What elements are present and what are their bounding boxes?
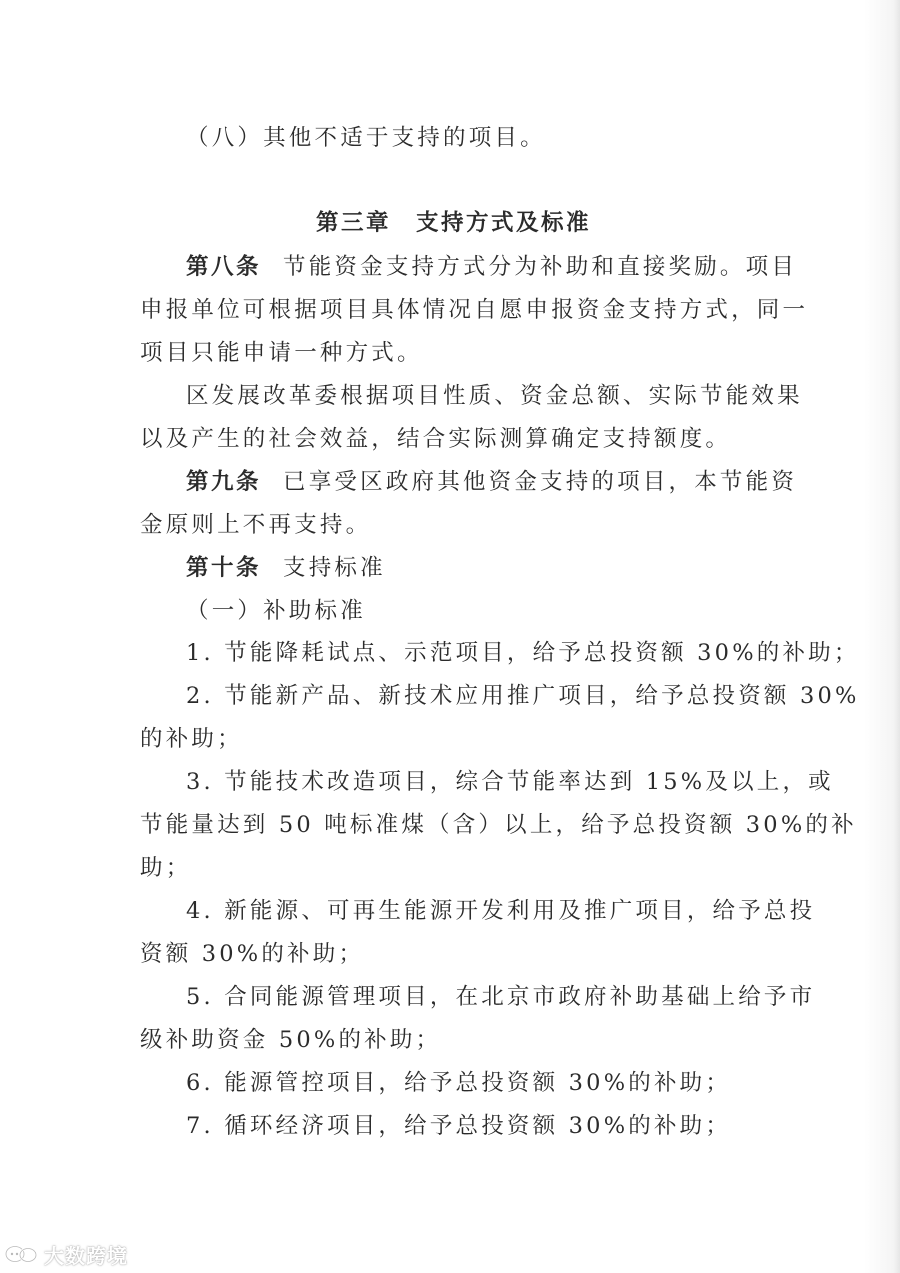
list-item-5-line-2: 级补助资金 50%的补助； xyxy=(140,1027,442,1053)
committee-line-1: 区发展改革委根据项目性质、资金总额、实际节能效果 xyxy=(186,383,803,409)
article-8-label: 第八条 xyxy=(186,254,262,280)
subsidy-heading: （一）补助标准 xyxy=(186,598,366,624)
list-item-6: 6. 能源管控项目，给予总投资额 30%的补助； xyxy=(186,1070,732,1096)
list-item-1: 1. 节能降耗试点、示范项目，给予总投资额 30%的补助； xyxy=(186,640,860,666)
article-8-text-1: 节能资金支持方式分为补助和直接奖励。项目 xyxy=(283,254,798,280)
article-8-line-2: 申报单位可根据项目具体情况自愿申报资金支持方式，同一 xyxy=(140,297,809,323)
list-item-4-line-2: 资额 30%的补助； xyxy=(140,941,365,967)
article-9-text-1: 已享受区政府其他资金支持的项目，本节能资 xyxy=(283,469,798,495)
article-10-text: 支持标准 xyxy=(283,555,386,581)
committee-line-2: 以及产生的社会效益，结合实际测算确定支持额度。 xyxy=(140,426,732,452)
chapter-heading: 第三章 支持方式及标准 xyxy=(316,210,592,236)
page-edge-shadow xyxy=(894,0,900,1273)
article-9-label: 第九条 xyxy=(186,469,262,495)
watermark-text: 大数跨境 xyxy=(44,1243,128,1268)
list-item-5-line-1: 5. 合同能源管理项目，在北京市政府补助基础上给予市 xyxy=(186,984,816,1010)
list-item-3-line-2: 节能量达到 50 吨标准煤（含）以上，给予总投资额 30%的补 xyxy=(140,812,857,838)
list-item-7: 7. 循环经济项目，给予总投资额 30%的补助； xyxy=(186,1113,732,1139)
watermark xyxy=(4,1240,128,1268)
item-eight: （八）其他不适于支持的项目。 xyxy=(186,125,546,151)
article-8-line-1 xyxy=(186,252,797,282)
list-item-3-line-1: 3. 节能技术改造项目，综合节能率达到 15%及以上，或 xyxy=(186,769,834,795)
article-8-line-3: 项目只能申请一种方式。 xyxy=(140,340,423,366)
article-9-line-2: 金原则上不再支持。 xyxy=(140,512,372,538)
article-10-line xyxy=(186,553,386,583)
article-9-line-1 xyxy=(186,467,797,497)
article-10-label: 第十条 xyxy=(186,555,262,581)
list-item-4-line-1: 4. 新能源、可再生能源开发利用及推广项目，给予总投 xyxy=(186,898,816,924)
list-item-2-line-1: 2. 节能新产品、新技术应用推广项目，给予总投资额 30% xyxy=(186,683,860,709)
list-item-2-line-2: 的补助； xyxy=(140,726,243,752)
chat-bubble-logo-icon xyxy=(4,1243,40,1265)
list-item-3-line-3: 助； xyxy=(140,855,192,881)
